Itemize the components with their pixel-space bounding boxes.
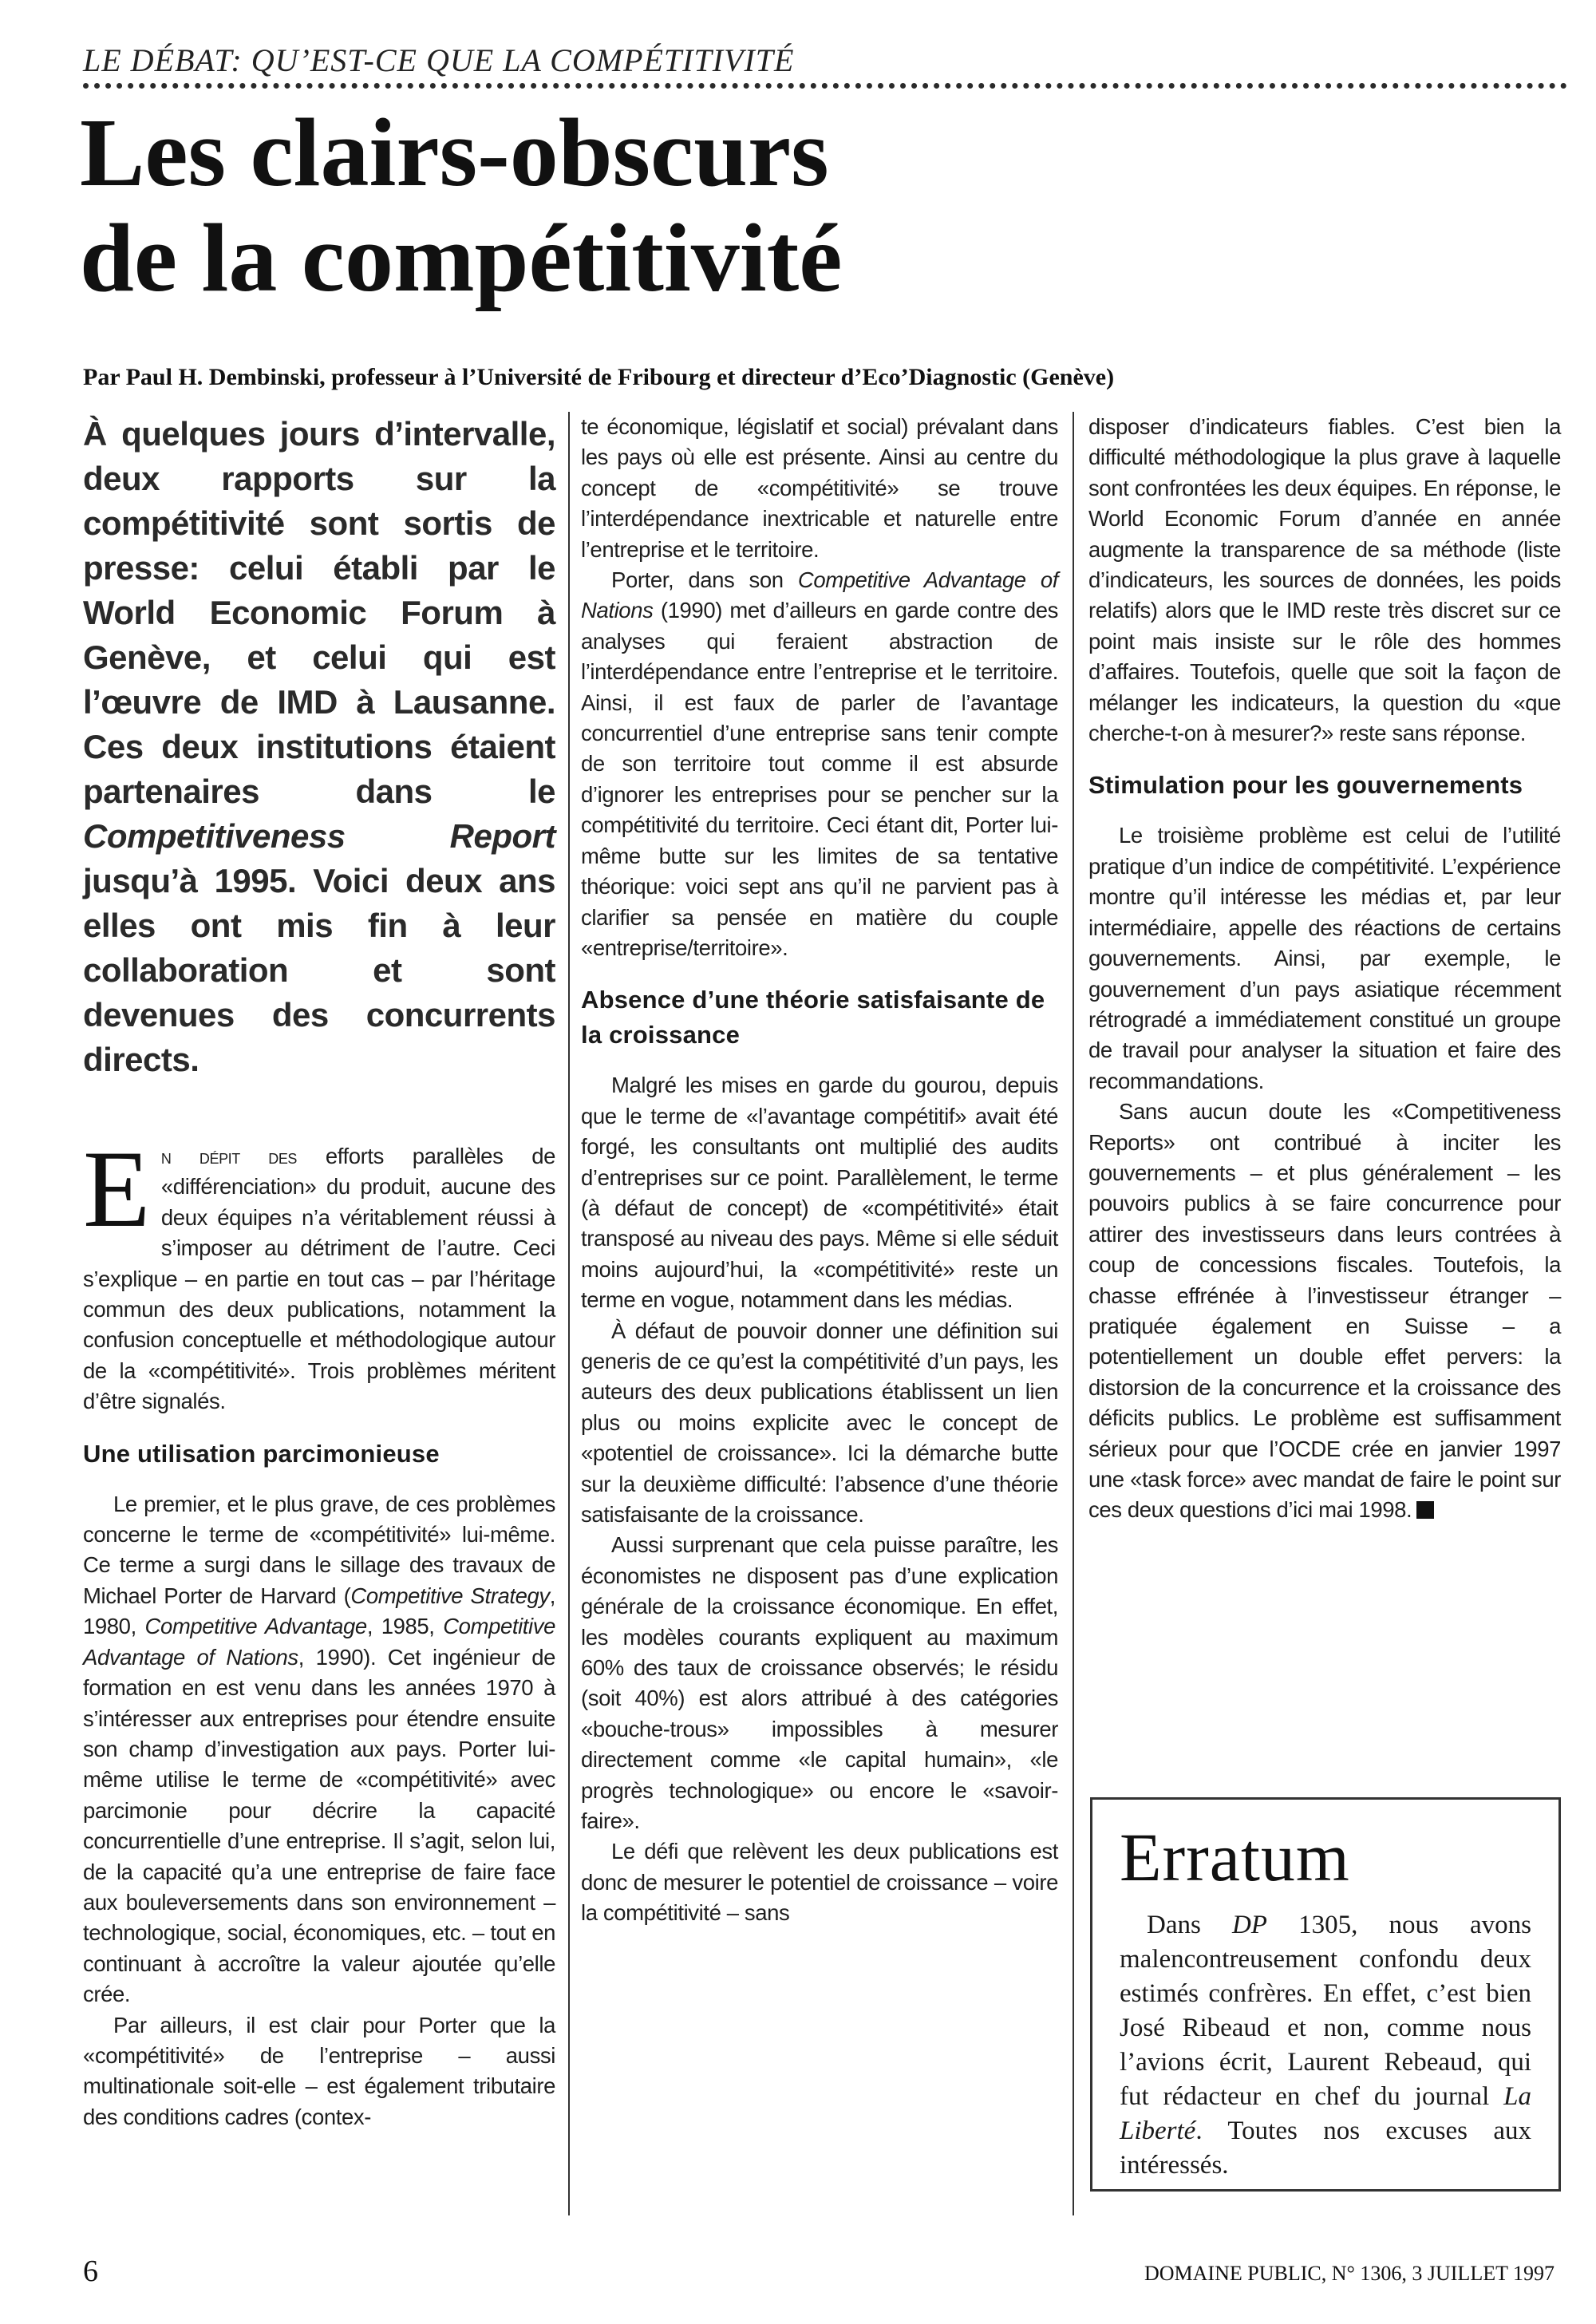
title-line-1: Les clairs-obscurs [80,99,829,207]
paragraph: Le défi que relèvent les deux publications est donc de mesurer le potentiel de croissance – voire la compétitivité – sans [581,1839,1058,1926]
paragraph: Aussi surprenant que cela puisse paraître, les économistes ne disposent pas d’une explication générale de la croissance économique. En effet, les modèles courants expliquent au maximum 60% des taux de croissance observés; le résidu (soit 40%) est alors attribué à des catégories «bouche-trous» impossibles à mesurer directement comme «le capital humain», «le progrès technologique» ou encore le «savoir-faire». [581,1532,1058,1834]
paragraph: te économique, législatif et social) prévalant dans les pays où elle est présente. Ainsi au centre du concept de «compétitivité» se trouve l’interdépendance inextricable et naturelle entre l’entreprise et le territoire. [581,414,1058,562]
column-2 [581,412,1058,1929]
lead-paragraph: À quelques jours d’intervalle, deux rapports sur la compétitivité sont sortis de presse: celui établi par le World Economic Forum à Genève, et celui qui est l’œuvre de IMD à Lausanne. Ces deux institutions étaient partenaires dans le Competitiveness Report jusqu’à 1995. Voici deux ans elles ont mis fin à leur collaboration et sont devenues des concurrents directs. [83,415,555,1078]
paragraph: Malgré les mises en garde du gourou, depuis que le terme de «l’avantage compétitif» avait été forgé, les consultants ont multiplié des audits d’entreprises sur ce point. Parallèlement, le terme (à défaut de concept) de «compétitivité» était transposé au niveau des pays. Même si elle séduit moins aujourd’hui, la «compétitivité» reste un terme en vogue, notamment dans les médias. [581,1073,1058,1313]
paragraph: Par ailleurs, il est clair pour Porter que la «compétitivité» de l’entreprise – aussi multinationale soit-elle – est également tributaire des conditions cadres (contex- [83,2012,555,2129]
byline: Par Paul H. Dembinski, professeur à l’Université de Fribourg et directeur d’Eco’Diagnostic (Genève) [83,364,1115,390]
title-line-2: de la compétitivité [80,204,843,312]
column-divider [568,412,570,2215]
subheading-utilisation: Une utilisation parcimonieuse [83,1439,440,1468]
paragraph: Le premier, et le plus grave, de ces problèmes concerne le terme de «compétitivité» lui-même. Ce terme a surgi dans le sillage des travaux de Michael Porter de Harvard (Competitive Strategy, 1980, Competitive Advantage, 1985, Competitive Advantage of Nations, 1990). Cet ingénieur de formation en est venu dans les années 1970 à s’intéresser aux entreprises pour étendre ensuite son champ d’investigation aux pays. Porter lui-même utilise le terme de «compétitivité» avec parcimonie pour décrire la capacité concurrentielle d’une entreprise. Il s’agit, selon lui, de la capacité qu’a une entreprise de faire face aux bouleversements dans son environnement – technologique, social, économiques, etc. – tout en continuant à accroître la valeur ajoutée qu’elle crée. [83,1491,555,2007]
paragraph: Le troisième problème est celui de l’utilité pratique d’un indice de compétitivité. L’expérience montre qu’il intéresse les médias et, par leur intermédiaire, appelle des réactions de certains gouvernements. Ainsi, par exemple, le gouvernement d’un pays asiatique récemment rétrogradé a immédiatement constitué un groupe de travail pour analyser la situation et faire des recommandations. [1088,823,1561,1093]
paragraph: Sans aucun doute les «Competitiveness Reports» ont contribué à inciter les gouvernements – et plus généralement – les pouvoirs publics à se faire concurrence pour attirer des investisseurs dans leurs contrées à coup de concessions fiscales. Toutefois, la chasse effrénée à l’investisseur étranger – pratiquée également en Suisse – a potentiellement un double effet pervers: la distorsion de la concurrence et la croissance des déficits publics. Le problème est suffisamment sérieux pour que l’OCDE crée en janvier 1997 une «task force» avec mandat de faire le point sur ces deux questions d’ici mai 1998. [1088,1099,1561,1523]
opening-paragraph: En dépit des efforts parallèles de «différenciation» du produit, aucune des deux équipes n’a véritablement réussi à s’imposer au détriment de l’autre. Ceci s’explique – en partie en tout cas – par l’héritage commun des deux publications, notamment la confusion conceptuelle et méthodologique autour de la «compétitivité». Trois problèmes méritent d’être signalés. [83,1128,555,1414]
paragraph: À défaut de pouvoir donner une définition sui generis de ce qu’est la compétitivité d’un pays, les auteurs des deux publications établissent un lien plus ou moins explicite avec le concept de «potentiel de croissance». Ici la démarche butte sur la deuxième difficulté: l’absence d’une théorie satisfaisante de la croissance. [581,1318,1058,1527]
publication-info: DOMAINE PUBLIC, N° 1306, 3 JUILLET 1997 [1144,2262,1555,2285]
erratum-text: Dans DP 1305, nous avons malencontreusement confondu deux estimés confrères. En effet, c’est bien José Ribeaud et non, comme nous l’avions écrit, Laurent Rebeaud, qui fut rédacteur en chef du journal La Liberté. Toutes nos excuses aux intéressés. [1120,1911,1531,2180]
article-title [80,101,1197,311]
section-kicker: LE DÉBAT: QU’EST-CE QUE LA COMPÉTITIVITÉ [83,42,795,78]
subheading-absence: Absence d’une théorie satisfaisante de la croissance [581,986,1045,1049]
erratum-title: Erratum [1120,1819,1350,1895]
page-number: 6 [83,2255,98,2288]
erratum-box [1090,1797,1561,2192]
drop-cap: E [83,1128,150,1250]
column-1 [83,412,555,2132]
column-3 [1088,412,1561,1526]
paragraph: disposer d’indicateurs fiables. C’est bien la difficulté méthodologique la plus grave à laquelle sont confrontées les deux équipes. En réponse, le World Economic Forum d’année en année augmente la transparence de sa méthode (liste d’indicateurs, les sources de données, les poids relatifs) alors que le IMD reste très discret sur ce point mais insiste sur le rôle des hommes d’affaires. Toutefois, quelle que soit la façon de mélanger les indicateurs, la question du «que cherche-t-on à mesurer?» reste sans réponse. [1088,414,1561,746]
dotted-rule [83,83,1567,89]
subheading-stimulation: Stimulation pour les gouvernements [1088,771,1523,800]
end-mark-icon [1416,1501,1434,1519]
paragraph: Porter, dans son Competitive Advantage of Nations (1990) met d’ailleurs en garde contre des analyses qui feraient abstraction de l’interdépendance entre l’entreprise et le territoire. Ainsi, il est faux de parler de l’avantage concurrentiel d’une entreprise sans tenir compte de son territoire tout comme il est absurde d’ignorer les entreprises pour se pencher sur la compétitivité du territoire. Ceci étant dit, Porter lui-même butte sur les limites de sa tentative théorique: voici sept ans qu’il ne parvient pas à clarifier sa pensée en matière du couple «entreprise/territoire». [581,567,1058,960]
column-divider [1073,412,1074,2215]
